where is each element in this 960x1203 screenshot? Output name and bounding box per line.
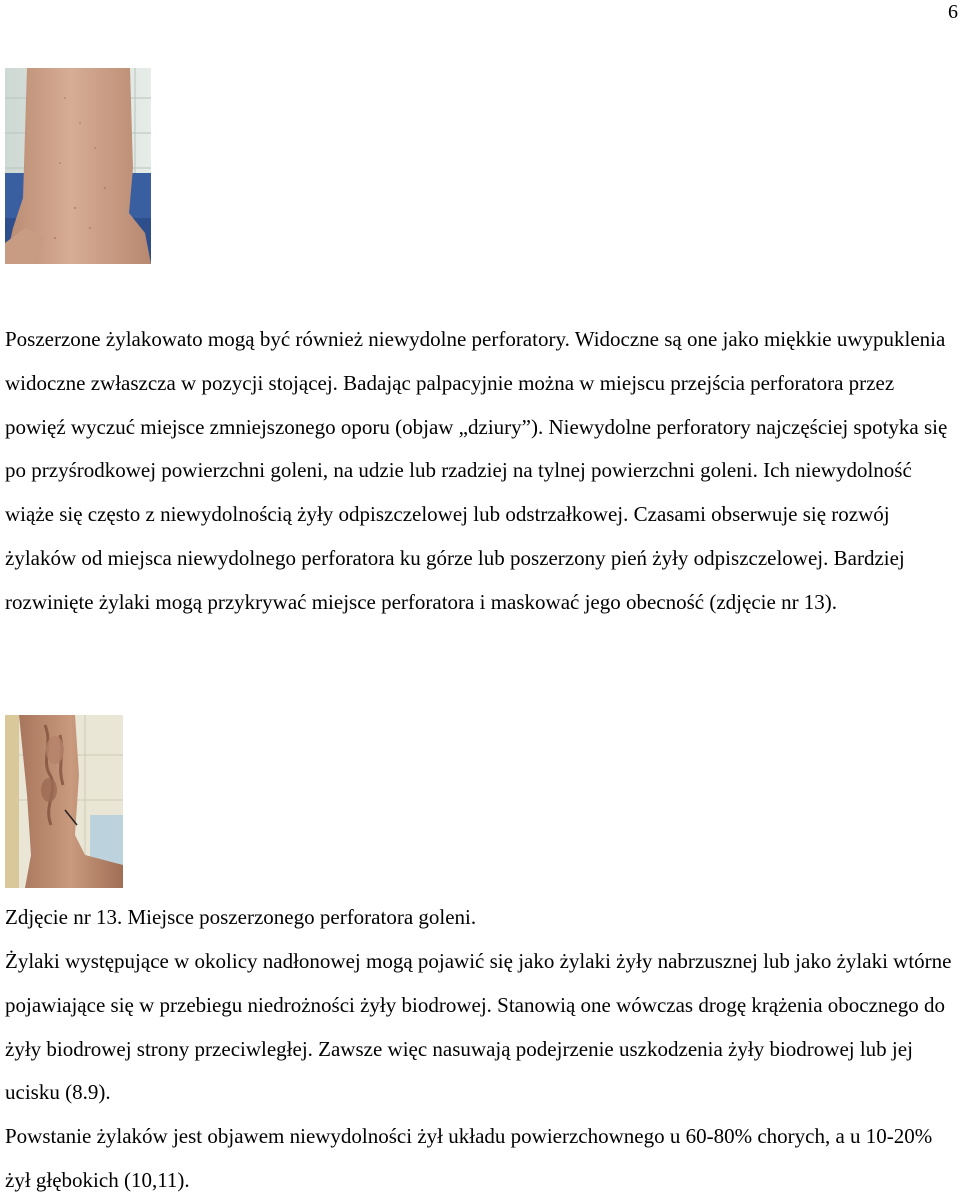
figure-caption: Zdjęcie nr 13. Miejsce poszerzonego perforatora goleni. (5, 905, 477, 929)
paragraph-1: Poszerzone żylakowato mogą być również niewydolne perforatory. Widoczne są one jako miękkie uwypuklenia widoczne zwłaszcza w pozycji stojącej. Badając palpacyjnie można w miejscu przejścia perforatora przez powięź wyczuć miejsce zmniejszonego oporu (objaw „dziury”). Niewydolne perforatory najczęściej spotyka się po przyśrodkowej powierzchni goleni, na udzie lub rzadziej na tylnej powierzchni goleni. Ich niewydolność wiąże się często z niewydolnością żyły odpiszczelowej lub odstrzałkowej. Czasami obserwuje się rozwój żylaków od miejsca niewydolnego perforatora ku górze lub poszerzony pień żyły odpiszczelowej. Bardziej rozwinięte żylaki mogą przykrywać miejsce perforatora i maskować jego obecność (zdjęcie nr 13). (5, 327, 948, 614)
leg-varicose-photo-icon (5, 715, 123, 888)
paragraph-2: Żylaki występujące w okolicy nadłonowej mogą pojawić się jako żylaki żyły nabrzusznej lub jako żylaki wtórne pojawiające się w przebiegu niedrożności żyły biodrowej. Stanowią one wówczas drogę krążenia obocznego do żyły biodrowej strony przeciwległej. Zawsze więc nasuwają podejrzenie uszkodzenia żyły biodrowej lub jej ucisku (8.9). (5, 949, 952, 1105)
leg-photo-2 (5, 715, 123, 888)
leg-photo-icon (5, 68, 151, 264)
leg-photo-1 (5, 68, 151, 264)
paragraph-3: Powstanie żylaków jest objawem niewydolności żył układu powierzchownego u 60-80% chorych, a u 10-20% żył głębokich (10,11). (5, 1124, 933, 1192)
page-number: 6 (948, 1, 958, 23)
